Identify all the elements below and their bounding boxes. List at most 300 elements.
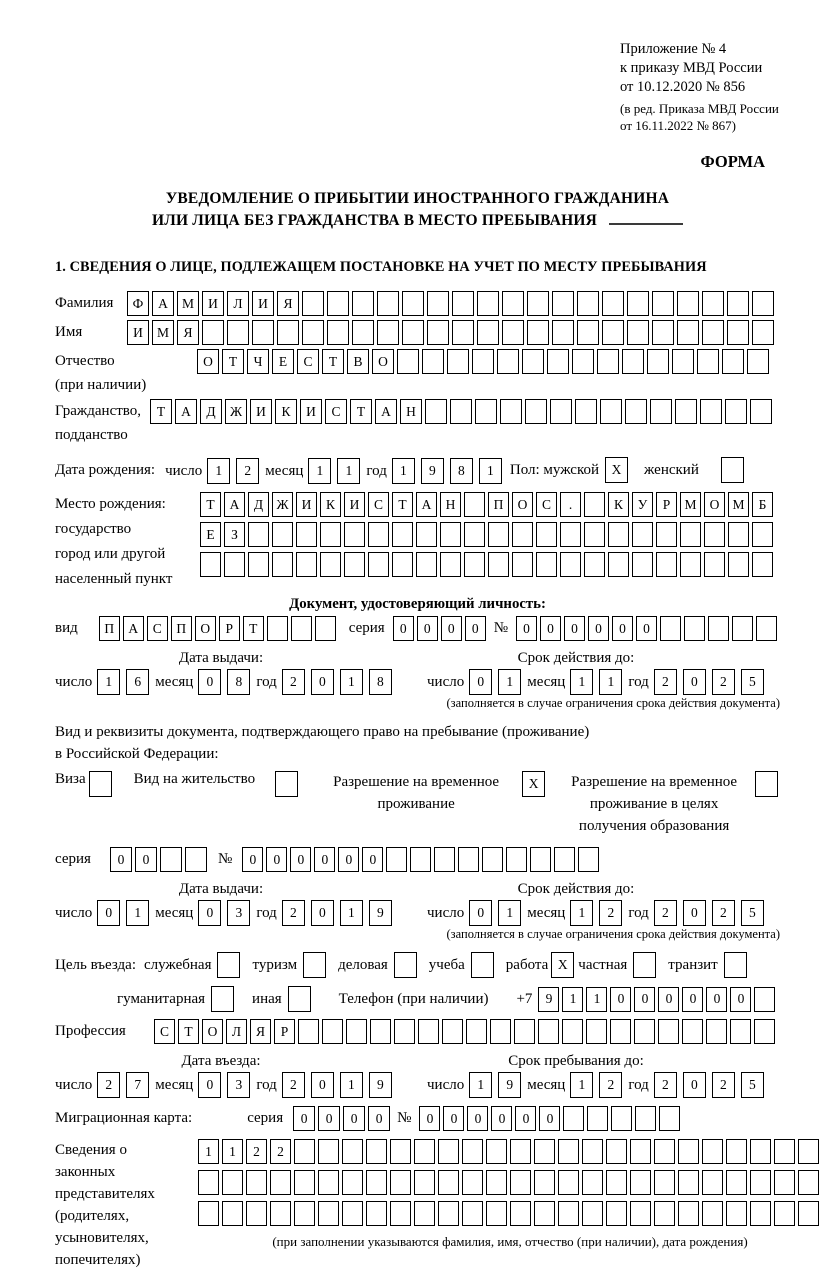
char-box[interactable]: 1 [479,458,502,484]
char-box[interactable] [635,1106,656,1131]
char-box[interactable]: А [224,492,245,517]
char-box[interactable]: 0 [706,987,727,1012]
char-box[interactable]: С [154,1019,175,1044]
given-name-input[interactable] [127,320,777,345]
char-box[interactable] [185,847,207,872]
char-box[interactable]: 0 [293,1106,315,1131]
char-box[interactable]: 9 [369,1072,392,1098]
char-box[interactable] [682,1019,703,1044]
char-box[interactable]: 2 [236,458,259,484]
char-box[interactable] [722,349,744,374]
char-box[interactable] [202,320,224,345]
char-box[interactable] [296,522,317,547]
char-box[interactable]: М [728,492,749,517]
char-box[interactable] [608,522,629,547]
char-box[interactable] [392,552,413,577]
char-box[interactable] [438,1139,459,1164]
char-box[interactable]: 8 [227,669,250,695]
residence-issue-day[interactable] [97,900,155,926]
char-box[interactable]: 1 [308,458,331,484]
sex-male-checkbox[interactable]: X [605,457,628,483]
char-box[interactable] [584,492,605,517]
doc-issue-year[interactable] [282,669,398,695]
char-box[interactable]: 1 [340,900,363,926]
char-box[interactable]: Р [274,1019,295,1044]
char-box[interactable] [277,320,299,345]
char-box[interactable] [438,1201,459,1226]
char-box[interactable] [342,1201,363,1226]
char-box[interactable]: Р [656,492,677,517]
char-box[interactable] [488,552,509,577]
citizenship-input[interactable] [150,399,775,424]
char-box[interactable] [222,1170,243,1195]
char-box[interactable] [600,399,622,424]
char-box[interactable] [462,1139,483,1164]
legal-input-row2[interactable] [198,1170,822,1195]
char-box[interactable] [462,1201,483,1226]
char-box[interactable] [536,522,557,547]
legal-input-row3[interactable] [198,1201,822,1226]
char-box[interactable]: 1 [562,987,583,1012]
doc-expiry-month[interactable] [570,669,628,695]
char-box[interactable] [678,1170,699,1195]
char-box[interactable] [563,1106,584,1131]
birth-day-input[interactable] [207,458,265,484]
char-box[interactable]: Н [400,399,422,424]
char-box[interactable]: Т [350,399,372,424]
char-box[interactable]: 1 [570,900,593,926]
char-box[interactable]: 2 [599,1072,622,1098]
char-box[interactable] [630,1201,651,1226]
char-box[interactable] [477,320,499,345]
char-box[interactable]: 0 [311,1072,334,1098]
char-box[interactable]: Е [200,522,221,547]
char-box[interactable] [320,522,341,547]
char-box[interactable] [377,291,399,316]
char-box[interactable] [630,1170,651,1195]
char-box[interactable] [552,320,574,345]
char-box[interactable] [224,552,245,577]
char-box[interactable]: 1 [599,669,622,695]
char-box[interactable] [678,1201,699,1226]
char-box[interactable] [625,399,647,424]
legal-input-row1[interactable] [198,1139,822,1164]
char-box[interactable]: 1 [586,987,607,1012]
char-box[interactable] [416,552,437,577]
char-box[interactable]: К [275,399,297,424]
char-box[interactable] [368,522,389,547]
char-box[interactable]: Л [226,1019,247,1044]
char-box[interactable] [697,349,719,374]
char-box[interactable] [342,1170,363,1195]
char-box[interactable]: П [171,616,192,641]
char-box[interactable]: Ж [272,492,293,517]
char-box[interactable]: 8 [450,458,473,484]
char-box[interactable]: 1 [340,1072,363,1098]
char-box[interactable] [427,291,449,316]
char-box[interactable] [752,552,773,577]
char-box[interactable] [752,291,774,316]
char-box[interactable]: С [536,492,557,517]
char-box[interactable] [366,1201,387,1226]
doc-series-input[interactable] [393,616,489,641]
char-box[interactable] [464,492,485,517]
char-box[interactable] [198,1201,219,1226]
char-box[interactable] [514,1019,535,1044]
char-box[interactable]: А [175,399,197,424]
char-box[interactable]: 0 [491,1106,512,1131]
char-box[interactable]: 0 [469,900,492,926]
char-box[interactable] [392,522,413,547]
char-box[interactable]: 2 [654,900,677,926]
char-box[interactable] [366,1170,387,1195]
purpose-humanitarian-checkbox[interactable] [211,986,234,1012]
char-box[interactable] [798,1170,819,1195]
char-box[interactable]: Р [219,616,240,641]
char-box[interactable]: 1 [340,669,363,695]
char-box[interactable]: 9 [538,987,559,1012]
char-box[interactable] [252,320,274,345]
char-box[interactable]: 0 [97,900,120,926]
birth-month-input[interactable] [308,458,366,484]
char-box[interactable] [752,320,774,345]
char-box[interactable] [377,320,399,345]
char-box[interactable]: 0 [443,1106,464,1131]
char-box[interactable] [472,349,494,374]
char-box[interactable]: 9 [369,900,392,926]
residence-issue-year[interactable] [282,900,398,926]
char-box[interactable] [654,1170,675,1195]
char-box[interactable] [730,1019,751,1044]
char-box[interactable]: М [177,291,199,316]
char-box[interactable] [602,291,624,316]
char-box[interactable]: С [147,616,168,641]
char-box[interactable]: 2 [712,1072,735,1098]
char-box[interactable]: С [368,492,389,517]
char-box[interactable] [725,399,747,424]
char-box[interactable] [672,349,694,374]
char-box[interactable] [702,1139,723,1164]
char-box[interactable]: И [252,291,274,316]
residence-expiry-day[interactable] [469,900,527,926]
char-box[interactable]: 0 [110,847,132,872]
char-box[interactable]: 1 [392,458,415,484]
char-box[interactable] [552,291,574,316]
char-box[interactable]: 0 [198,669,221,695]
char-box[interactable]: А [416,492,437,517]
char-box[interactable]: Т [243,616,264,641]
char-box[interactable] [611,1106,632,1131]
char-box[interactable] [466,1019,487,1044]
char-box[interactable]: 0 [636,616,657,641]
char-box[interactable] [630,1139,651,1164]
char-box[interactable] [654,1139,675,1164]
char-box[interactable] [677,320,699,345]
char-box[interactable] [486,1170,507,1195]
char-box[interactable]: 0 [338,847,359,872]
char-box[interactable]: П [488,492,509,517]
char-box[interactable] [650,399,672,424]
char-box[interactable]: 2 [246,1139,267,1164]
char-box[interactable]: 0 [311,900,334,926]
char-box[interactable] [562,1019,583,1044]
char-box[interactable] [726,1170,747,1195]
char-box[interactable] [606,1170,627,1195]
char-box[interactable]: А [123,616,144,641]
char-box[interactable] [627,291,649,316]
char-box[interactable] [582,1139,603,1164]
char-box[interactable] [318,1139,339,1164]
char-box[interactable]: 0 [516,616,537,641]
char-box[interactable] [512,552,533,577]
char-box[interactable] [272,522,293,547]
char-box[interactable] [652,320,674,345]
stay-month[interactable] [570,1072,628,1098]
char-box[interactable]: О [195,616,216,641]
char-box[interactable] [704,522,725,547]
char-box[interactable] [390,1201,411,1226]
char-box[interactable] [510,1201,531,1226]
char-box[interactable]: О [197,349,219,374]
char-box[interactable] [296,552,317,577]
temp-edu-checkbox[interactable] [755,771,778,797]
birth-place-input-row3[interactable] [200,552,776,577]
char-box[interactable] [634,1019,655,1044]
purpose-tourism-checkbox[interactable] [303,952,326,978]
char-box[interactable] [660,616,681,641]
char-box[interactable] [512,522,533,547]
char-box[interactable]: 3 [227,1072,250,1098]
char-box[interactable] [728,522,749,547]
char-box[interactable] [750,1201,771,1226]
char-box[interactable]: 0 [539,1106,560,1131]
char-box[interactable] [500,399,522,424]
char-box[interactable]: 1 [337,458,360,484]
char-box[interactable] [525,399,547,424]
char-box[interactable] [368,552,389,577]
char-box[interactable]: О [372,349,394,374]
char-box[interactable]: 5 [741,1072,764,1098]
char-box[interactable]: М [680,492,701,517]
char-box[interactable]: 0 [266,847,287,872]
char-box[interactable] [318,1170,339,1195]
char-box[interactable] [462,1170,483,1195]
char-box[interactable]: 0 [658,987,679,1012]
char-box[interactable]: Д [248,492,269,517]
char-box[interactable] [390,1170,411,1195]
char-box[interactable] [352,291,374,316]
char-box[interactable]: 0 [441,616,462,641]
char-box[interactable] [506,847,527,872]
char-box[interactable]: К [320,492,341,517]
char-box[interactable] [416,522,437,547]
purpose-study-checkbox[interactable] [471,952,494,978]
char-box[interactable] [632,522,653,547]
char-box[interactable] [527,291,549,316]
char-box[interactable] [318,1201,339,1226]
char-box[interactable] [702,1201,723,1226]
char-box[interactable] [584,522,605,547]
char-box[interactable]: Я [250,1019,271,1044]
char-box[interactable] [320,552,341,577]
char-box[interactable] [522,349,544,374]
char-box[interactable] [452,291,474,316]
char-box[interactable] [464,522,485,547]
char-box[interactable]: Е [272,349,294,374]
char-box[interactable]: Ж [225,399,247,424]
char-box[interactable] [414,1170,435,1195]
char-box[interactable] [558,1170,579,1195]
char-box[interactable] [534,1170,555,1195]
surname-input[interactable] [127,291,777,316]
entry-year[interactable] [282,1072,398,1098]
char-box[interactable] [659,1106,680,1131]
purpose-private-checkbox[interactable] [633,952,656,978]
char-box[interactable] [482,847,503,872]
char-box[interactable]: 0 [311,669,334,695]
char-box[interactable] [342,1139,363,1164]
char-box[interactable]: Б [752,492,773,517]
char-box[interactable] [750,1139,771,1164]
char-box[interactable] [440,522,461,547]
char-box[interactable] [754,987,775,1012]
char-box[interactable]: Т [322,349,344,374]
char-box[interactable] [442,1019,463,1044]
char-box[interactable]: 0 [135,847,157,872]
char-box[interactable]: Т [392,492,413,517]
char-box[interactable] [394,1019,415,1044]
char-box[interactable] [414,1139,435,1164]
char-box[interactable] [560,522,581,547]
char-box[interactable]: 0 [612,616,633,641]
char-box[interactable]: Л [227,291,249,316]
char-box[interactable] [750,399,772,424]
char-box[interactable] [798,1201,819,1226]
char-box[interactable] [727,320,749,345]
char-box[interactable]: С [297,349,319,374]
char-box[interactable]: 3 [227,900,250,926]
char-box[interactable] [732,616,753,641]
char-box[interactable] [267,616,288,641]
char-box[interactable]: 1 [126,900,149,926]
char-box[interactable] [706,1019,727,1044]
char-box[interactable] [622,349,644,374]
char-box[interactable]: 0 [318,1106,340,1131]
doc-kind-input[interactable] [99,616,339,641]
char-box[interactable] [200,552,221,577]
char-box[interactable] [418,1019,439,1044]
char-box[interactable] [422,349,444,374]
char-box[interactable] [680,552,701,577]
temp-permit-checkbox[interactable]: X [522,771,545,797]
char-box[interactable]: 0 [683,1072,706,1098]
char-box[interactable] [160,847,182,872]
char-box[interactable] [302,291,324,316]
purpose-business-checkbox[interactable] [394,952,417,978]
char-box[interactable] [291,616,312,641]
char-box[interactable]: 5 [741,900,764,926]
char-box[interactable]: 0 [314,847,335,872]
char-box[interactable] [410,847,431,872]
char-box[interactable] [270,1170,291,1195]
char-box[interactable]: Д [200,399,222,424]
char-box[interactable] [402,291,424,316]
char-box[interactable]: 2 [97,1072,120,1098]
char-box[interactable] [675,399,697,424]
char-box[interactable]: 0 [417,616,438,641]
char-box[interactable] [452,320,474,345]
char-box[interactable] [440,552,461,577]
patronymic-input[interactable] [197,349,772,374]
char-box[interactable]: 0 [634,987,655,1012]
char-box[interactable] [227,320,249,345]
char-box[interactable]: О [512,492,533,517]
char-box[interactable] [294,1201,315,1226]
char-box[interactable] [558,1201,579,1226]
char-box[interactable] [702,320,724,345]
char-box[interactable]: Т [178,1019,199,1044]
char-box[interactable]: К [608,492,629,517]
char-box[interactable] [575,399,597,424]
char-box[interactable]: 0 [362,847,383,872]
char-box[interactable] [510,1139,531,1164]
stay-year[interactable] [654,1072,770,1098]
char-box[interactable] [774,1201,795,1226]
char-box[interactable] [582,1170,603,1195]
char-box[interactable]: 1 [570,669,593,695]
char-box[interactable] [606,1201,627,1226]
char-box[interactable] [700,399,722,424]
char-box[interactable] [536,552,557,577]
char-box[interactable]: И [300,399,322,424]
char-box[interactable] [427,320,449,345]
char-box[interactable] [198,1170,219,1195]
birth-year-input[interactable] [392,458,508,484]
char-box[interactable]: 0 [198,900,221,926]
residence-number-input[interactable] [242,847,602,872]
char-box[interactable] [270,1201,291,1226]
char-box[interactable] [747,349,769,374]
doc-issue-month[interactable] [198,669,256,695]
char-box[interactable] [414,1201,435,1226]
char-box[interactable] [534,1139,555,1164]
char-box[interactable]: 9 [421,458,444,484]
char-box[interactable] [754,1019,775,1044]
char-box[interactable] [464,552,485,577]
char-box[interactable] [774,1139,795,1164]
char-box[interactable] [510,1170,531,1195]
char-box[interactable] [654,1201,675,1226]
char-box[interactable] [750,1170,771,1195]
char-box[interactable] [726,1139,747,1164]
char-box[interactable]: 0 [465,616,486,641]
char-box[interactable]: В [347,349,369,374]
char-box[interactable] [680,522,701,547]
char-box[interactable] [370,1019,391,1044]
char-box[interactable] [756,616,777,641]
char-box[interactable]: 0 [564,616,585,641]
char-box[interactable]: 6 [126,669,149,695]
char-box[interactable] [684,616,705,641]
char-box[interactable]: И [250,399,272,424]
char-box[interactable]: 7 [126,1072,149,1098]
char-box[interactable]: Ч [247,349,269,374]
doc-issue-day[interactable] [97,669,155,695]
char-box[interactable]: С [325,399,347,424]
char-box[interactable]: 0 [419,1106,440,1131]
purpose-work-checkbox[interactable]: X [551,952,574,978]
char-box[interactable] [652,291,674,316]
